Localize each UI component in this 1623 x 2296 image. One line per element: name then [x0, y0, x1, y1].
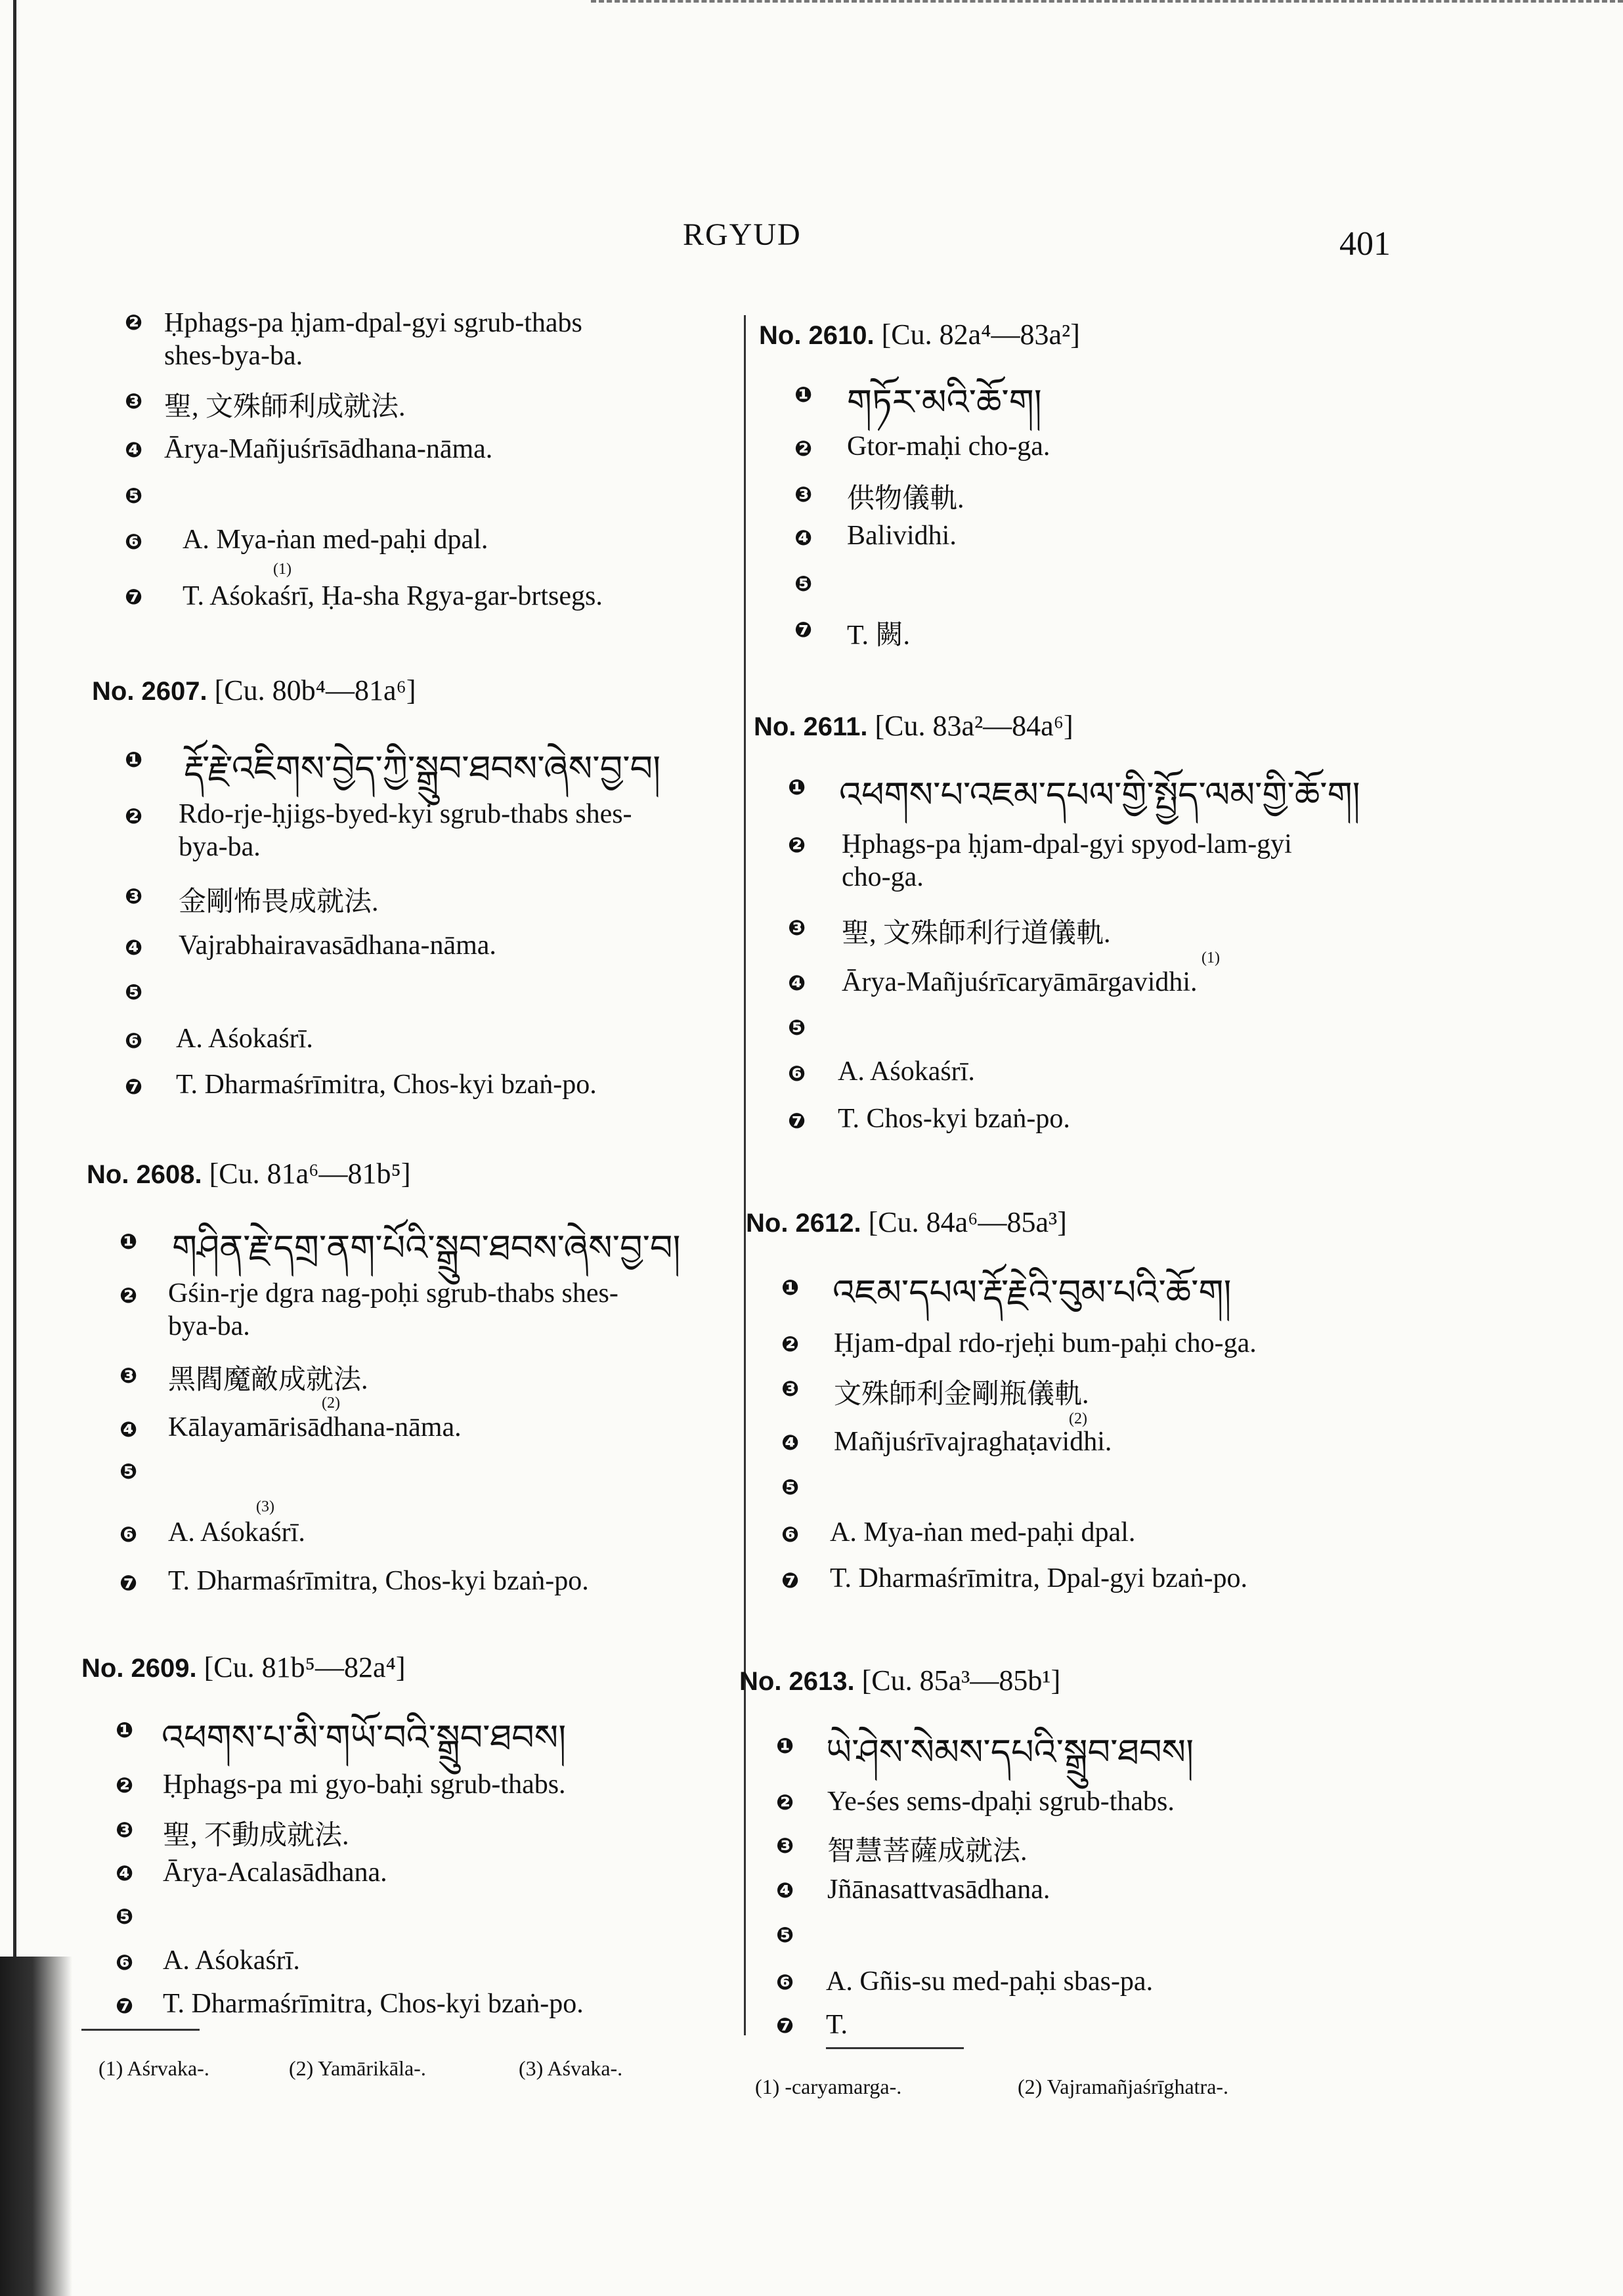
marker-3: ❸ [125, 389, 143, 414]
marker-3: ❸ [119, 1363, 138, 1388]
marker-3: ❸ [125, 884, 143, 909]
marker-6: ❻ [788, 1061, 806, 1086]
translit-2612: Ḥjam-dpal rdo-rjeḥi bum-paḥi cho-ga. [834, 1328, 1257, 1358]
chinese-title-2609: 聖, 不動成就法. [163, 1821, 349, 1851]
footnote-ref-2: (2) [1069, 1410, 1087, 1427]
footnote-2: (2) Yamārikāla-. [289, 2056, 426, 2080]
translator-2607: T. Dharmaśrīmitra, Chos-kyi bzaṅ-po. [176, 1070, 597, 1100]
footnote-ref-1: (1) [1201, 949, 1220, 966]
marker-1: ❶ [781, 1275, 800, 1300]
chinese-title-2608: 黑閻魔敵成就法. [168, 1365, 368, 1395]
page-edge [13, 0, 16, 2296]
marker-2: ❷ [119, 1283, 138, 1308]
marker-2: ❷ [781, 1332, 800, 1356]
tibetan-title-2611: འཕགས་པ་འཇམ་དཔལ་གྱི་སྤྱོད་ལམ་གྱི་ཆོ་ག། [839, 774, 1360, 815]
author-2613: A. Gñis-su med-paḥi sbas-pa. [826, 1966, 1154, 1997]
entry-heading-2613: No. 2613. [Cu. 85a³—85b¹] [739, 1664, 1061, 1697]
marker-2: ❷ [125, 804, 143, 829]
translit-2607-cont: bya-ba. [179, 832, 261, 862]
translator-2611: T. Chos-kyi bzaṅ-po. [838, 1104, 1070, 1134]
author-2608: A. Aśokaśrī. [168, 1517, 305, 1548]
marker-2: ❷ [794, 436, 813, 461]
translator-2608: T. Dharmaśrīmitra, Chos-kyi bzaṅ-po. [168, 1566, 589, 1596]
footnote-1: (1) Aśrvaka-. [98, 2056, 209, 2080]
footnote-rule [826, 2047, 964, 2049]
marker-4: ❹ [788, 970, 806, 995]
marker-6: ❼ [794, 617, 813, 642]
marker-2: ❷ [788, 833, 806, 857]
chinese-title-2607: 金剛怖畏成就法. [179, 887, 379, 917]
translator-2609: T. Dharmaśrīmitra, Chos-kyi bzaṅ-po. [163, 1989, 584, 2019]
entry-heading-2609: No. 2609. [Cu. 81b⁵—82a⁴] [81, 1651, 406, 1683]
chinese-title-2613: 智慧菩薩成就法. [827, 1836, 1028, 1867]
marker-6: ❻ [125, 1028, 143, 1053]
marker-5: ❺ [125, 483, 143, 508]
tibetan-title-2608: གཤིན་རྗེ་དགྲ་ནག་པོའི་སྒྲུབ་ཐབས་ཞེས་བྱ་བ། [172, 1227, 681, 1268]
marker-1: ❶ [125, 747, 143, 772]
chinese-title-2612: 文殊師利金剛瓶儀軌. [834, 1379, 1089, 1410]
translator-2613: T. [826, 2010, 848, 2040]
marker-7: ❼ [125, 1074, 143, 1099]
running-header: RGYUD [683, 217, 802, 252]
chinese-title-2610: 供物儀軌. [847, 484, 964, 514]
marker-3: ❸ [788, 915, 806, 940]
marker-7: ❼ [776, 2013, 794, 2038]
footnote-ref-2: (2) [322, 1395, 340, 1412]
scan-shadow [0, 1957, 72, 2296]
sanskrit-title-2609: Ārya-Acalasādhana. [163, 1857, 387, 1888]
marker-6: ❻ [776, 1970, 794, 1995]
marker-6: ❻ [781, 1522, 800, 1547]
translit-2608-cont: bya-ba. [168, 1311, 250, 1341]
marker-5: ❺ [794, 571, 813, 596]
marker-6: ❻ [116, 1950, 134, 1975]
marker-4: ❹ [116, 1861, 134, 1886]
marker-2: ❷ [776, 1790, 794, 1815]
footnote-2: (2) Vajramañjaśrīghatra-. [1018, 2075, 1229, 2098]
translator-2612: T. Dharmaśrīmitra, Dpal-gyi bzaṅ-po. [830, 1563, 1248, 1593]
cont-sanskrit-title: Ārya-Mañjuśrīsādhana-nāma. [164, 434, 493, 464]
cont-author: A. Mya-ṅan med-paḥi dpal. [183, 525, 488, 555]
marker-7: ❼ [116, 1993, 134, 2018]
marker-6: ❻ [119, 1522, 138, 1547]
entry-heading-2608: No. 2608. [Cu. 81a⁶—81b⁵] [87, 1158, 411, 1190]
marker-5: ❺ [119, 1459, 138, 1484]
page-number: 401 [1339, 225, 1391, 263]
marker-3: ❸ [794, 482, 813, 507]
marker-4: ❹ [125, 935, 143, 960]
entry-heading-2611: No. 2611. [Cu. 83a²—84a⁶] [754, 710, 1073, 742]
entry-heading-2607: No. 2607. [Cu. 80b⁴—81a⁶] [92, 674, 416, 706]
marker-3: ❸ [116, 1817, 134, 1842]
translit-2611: Ḥphags-pa ḥjam-dpal-gyi spyod-lam-gyi [842, 829, 1292, 859]
marker-5: ❺ [125, 980, 143, 1005]
marker-4: ❹ [119, 1417, 138, 1442]
marker-2: ❷ [116, 1773, 134, 1798]
marker-6: ❻ [125, 529, 143, 554]
marker-4: ❹ [125, 437, 143, 462]
marker-4: ❹ [794, 525, 813, 550]
translit-2610: Gtor-maḥi cho-ga. [847, 431, 1050, 462]
tibetan-title-2610: གཏོར་མའི་ཆོ་ག། [847, 381, 1042, 423]
marker-1: ❶ [776, 1733, 794, 1758]
translit-2607: Rdo-rje-ḥjigs-byed-kyi sgrub-thabs shes- [179, 799, 632, 829]
sanskrit-title-2607: Vajrabhairavasādhana-nāma. [179, 930, 496, 961]
marker-1: ❶ [116, 1718, 134, 1743]
author-2612: A. Mya-ṅan med-paḥi dpal. [830, 1517, 1136, 1548]
chinese-title-2611: 聖, 文殊師利行道儀軌. [842, 919, 1111, 949]
column-divider [744, 315, 746, 2035]
author-2611: A. Aśokaśrī. [838, 1056, 975, 1087]
marker-7: ❼ [781, 1568, 800, 1593]
marker-4: ❹ [776, 1878, 794, 1903]
translator-2610: T. 闕. [847, 620, 911, 651]
footnote-ref-1: (1) [273, 561, 292, 578]
author-2609: A. Aśokaśrī. [163, 1945, 300, 1976]
sanskrit-title-2610: Balividhi. [847, 521, 957, 551]
tibetan-title-2612: འཇམ་དཔལ་རྡོ་རྗེའི་བུམ་པའི་ཆོ་ག། [833, 1272, 1232, 1313]
entry-heading-2610: No. 2610. [Cu. 82a⁴—83a²] [759, 318, 1080, 351]
translit-2611-cont: cho-ga. [842, 862, 924, 892]
marker-5: ❺ [781, 1475, 800, 1500]
translit-2608: Gśin-rje dgra nag-poḥi sgrub-thabs shes- [168, 1278, 618, 1309]
footnote-1: (1) -caryamarga-. [755, 2075, 902, 2098]
cont-translator: T. Aśokaśrī, Ḥa-sha Rgya-gar-brtsegs. [183, 581, 603, 611]
sanskrit-title-2608: Kālayamārisādhana-nāma. [168, 1412, 462, 1442]
tibetan-title-2607: རྡོ་རྗེ་འཇིགས་བྱེད་ཀྱི་སྒྲུབ་ཐབས་ཞེས་བྱ་བ། [184, 748, 661, 789]
marker-5: ❺ [776, 1922, 794, 1947]
entry-heading-2612: No. 2612. [Cu. 84a⁶—85a³] [746, 1206, 1067, 1238]
top-border [591, 0, 1623, 5]
footnote-ref-3: (3) [256, 1498, 274, 1515]
cont-tibetan-translit: Ḥphags-pa ḥjam-dpal-gyi sgrub-thabs [164, 308, 582, 338]
marker-7: ❼ [125, 584, 143, 609]
sanskrit-title-2613: Jñānasattvasādhana. [827, 1874, 1050, 1905]
tibetan-title-2613: ཡེ་ཤེས་སེམས་དཔའི་སྒྲུབ་ཐབས། [826, 1731, 1194, 1773]
sanskrit-title-2612: Mañjuśrīvajraghaṭavidhi. [834, 1427, 1112, 1457]
cont-chinese-title: 聖, 文殊師利成就法. [164, 392, 406, 422]
author-2607: A. Aśokaśrī. [176, 1024, 313, 1054]
footnote-3: (3) Aśvaka-. [519, 2056, 623, 2080]
marker-3: ❸ [776, 1833, 794, 1858]
marker-2: ❷ [125, 310, 143, 335]
tibetan-title-2609: འཕགས་པ་མི་གཡོ་བའི་སྒྲུབ་ཐབས། [162, 1717, 567, 1758]
cont-tibetan-translit-2: shes-bya-ba. [164, 341, 303, 371]
sanskrit-title-2611: Ārya-Mañjuśrīcaryāmārgavidhi. [842, 967, 1198, 997]
marker-7: ❼ [119, 1570, 138, 1595]
footnote-rule [81, 2029, 200, 2031]
marker-1: ❶ [119, 1229, 138, 1254]
marker-1: ❶ [794, 382, 813, 407]
marker-3: ❸ [781, 1376, 800, 1401]
translit-2613: Ye-śes sems-dpaḥi sgrub-thabs. [827, 1787, 1175, 1817]
marker-5: ❺ [788, 1015, 806, 1040]
marker-7: ❼ [788, 1108, 806, 1133]
translit-2609: Ḥphags-pa mi gyo-baḥi sgrub-thabs. [163, 1769, 566, 1800]
marker-5: ❺ [116, 1904, 134, 1929]
marker-1: ❶ [788, 775, 806, 800]
marker-4: ❹ [781, 1430, 800, 1455]
